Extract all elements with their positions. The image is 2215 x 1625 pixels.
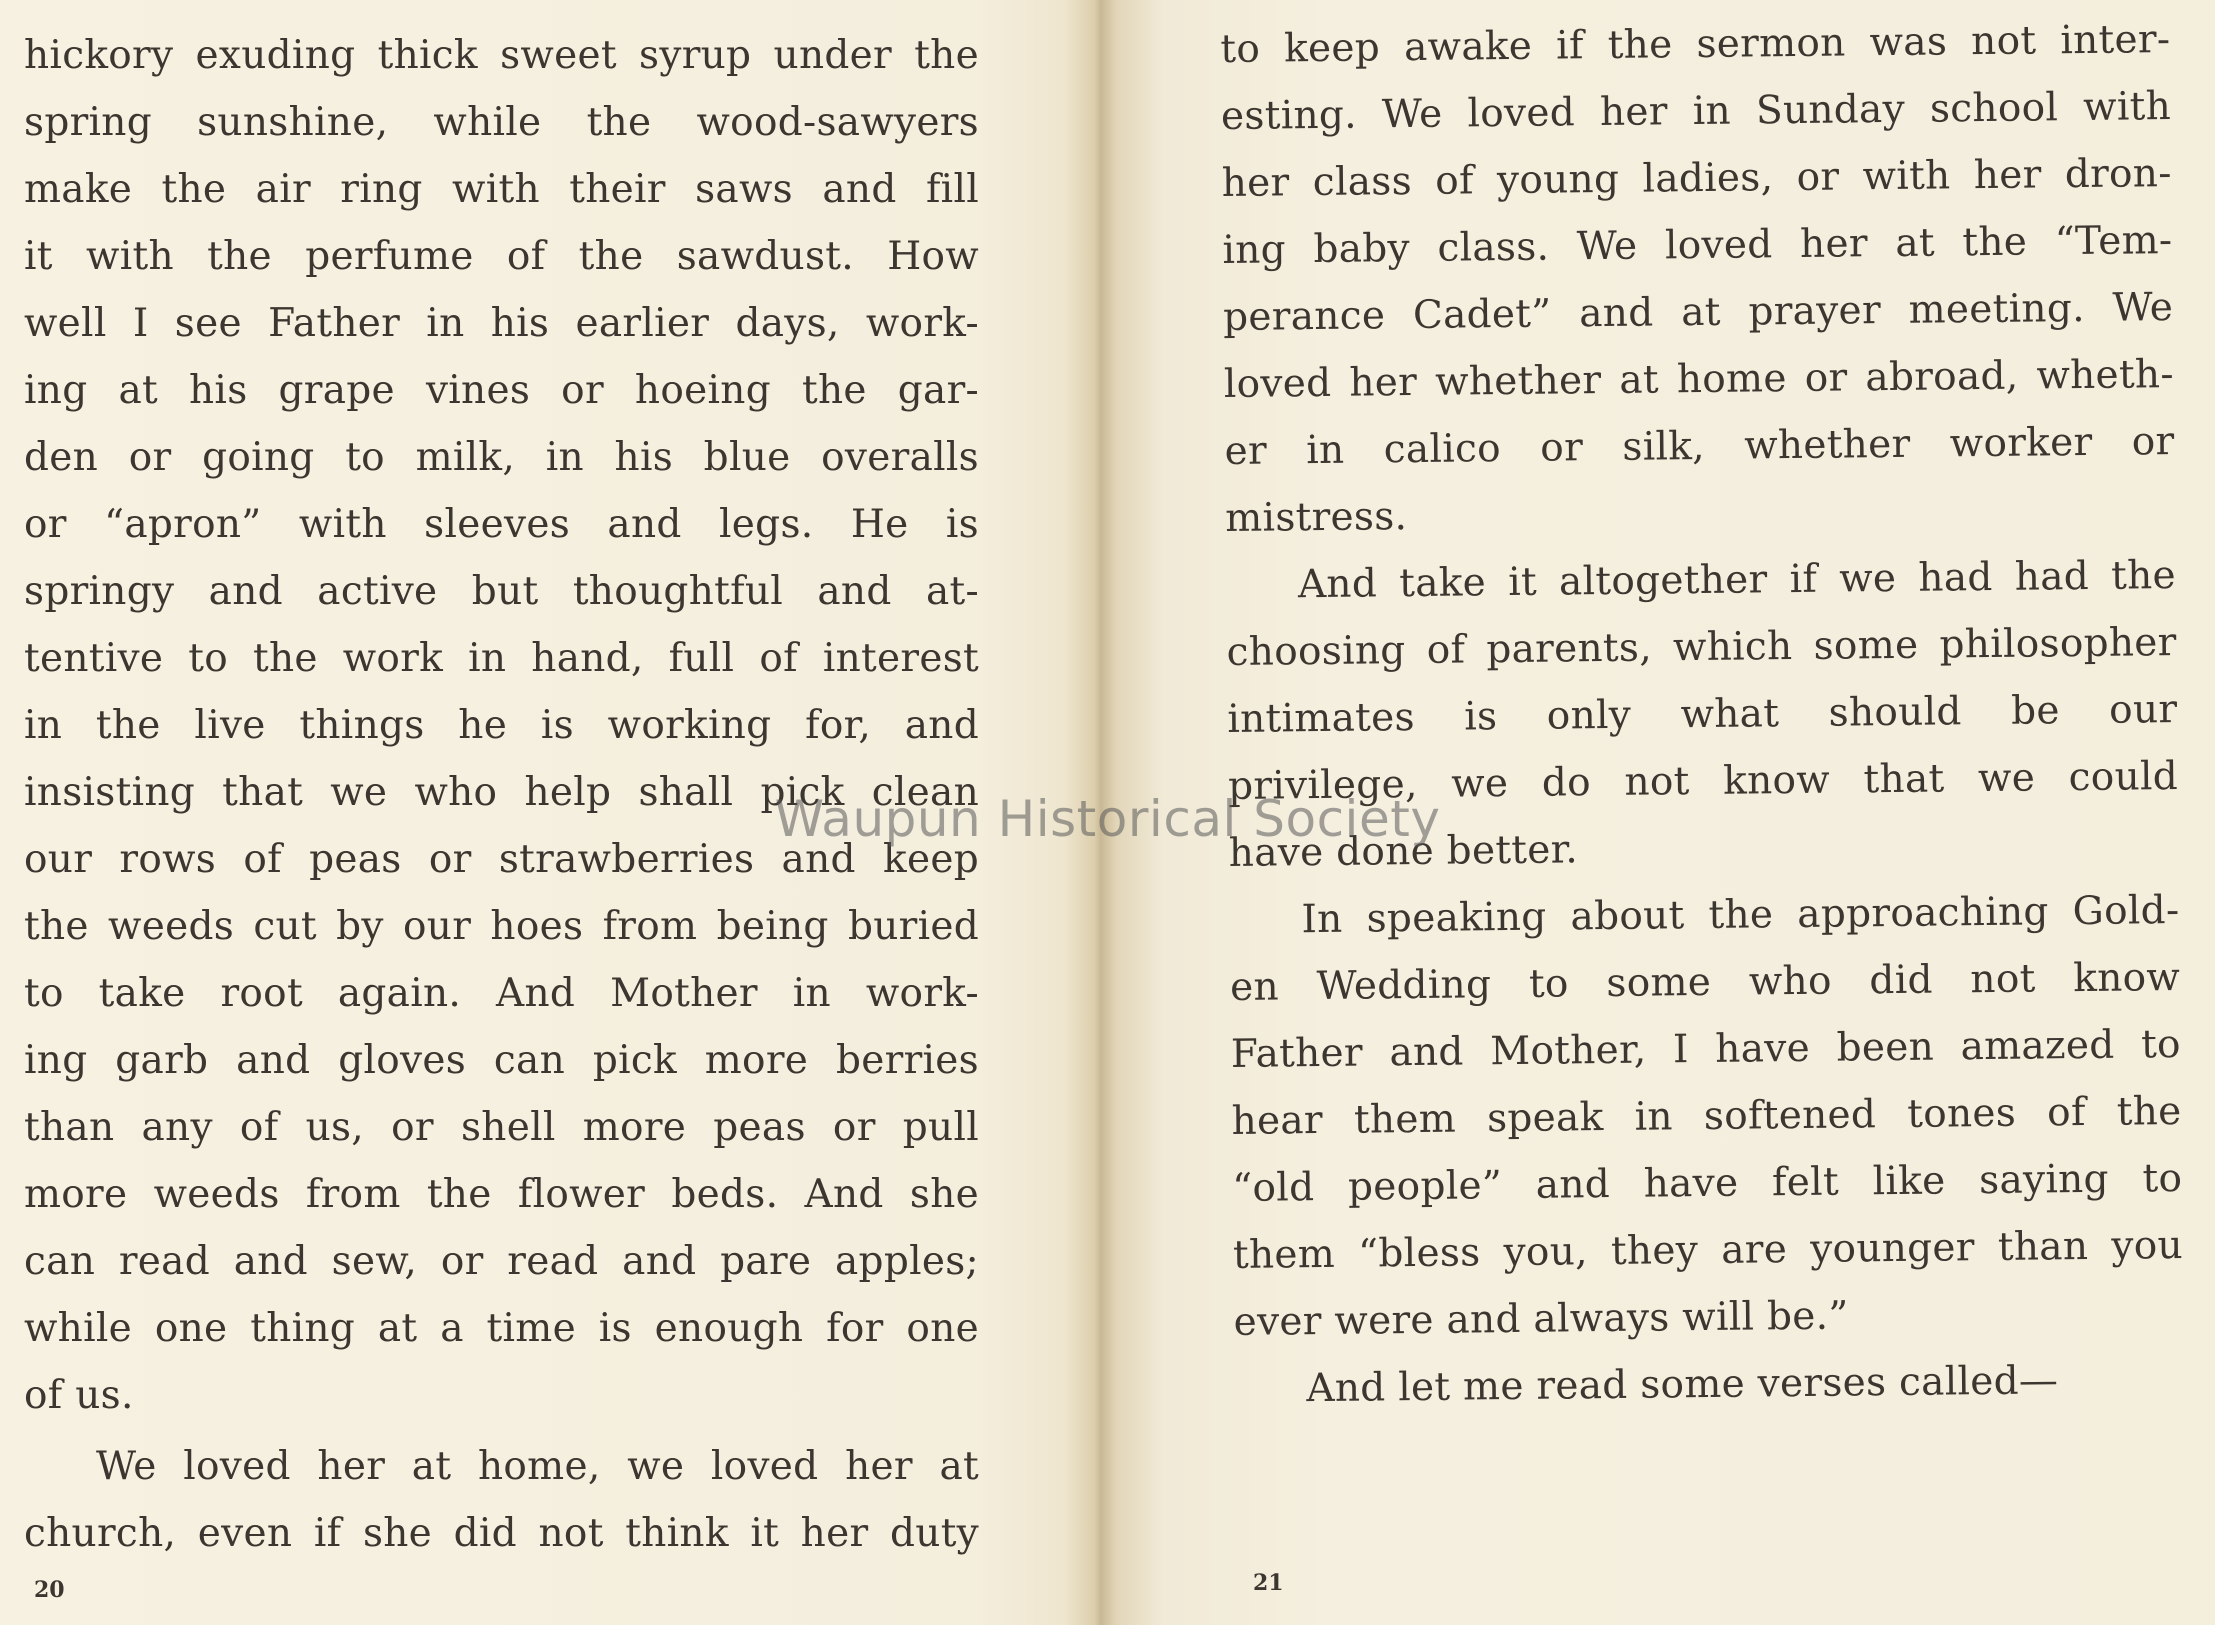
text-line: of us. <box>24 1373 134 1418</box>
text-line: to keep awake if the sermon was not inter- <box>1220 17 2171 72</box>
page-number: 21 <box>1253 1570 1284 1596</box>
text-line: mistress. <box>1225 494 1408 541</box>
text-line: ing at his grape vines or hoeing the gar- <box>24 368 979 413</box>
text-line: hickory exuding thick sweet syrup under the <box>24 33 979 78</box>
text-line: church, even if she did not think it her duty <box>24 1511 979 1556</box>
text-line: loved her whether at home or abroad, wheth- <box>1223 352 2175 407</box>
text-line: en Wedding to some who did not know <box>1229 954 2181 1010</box>
text-line: er in calico or silk, whether worker or <box>1224 419 2175 474</box>
paragraph-start-line: We loved her at home, we loved her at <box>96 1444 979 1489</box>
text-line: it with the perfume of the sawdust. How <box>24 234 979 279</box>
text-line: make the air ring with their saws and fill <box>24 167 979 212</box>
text-line: den or going to milk, in his blue overalls <box>24 435 979 480</box>
text-line: esting. We loved her in Sunday school with <box>1220 84 2172 139</box>
text-line: ever were and always will be.” <box>1233 1293 1849 1345</box>
text-line: the weeds cut by our hoes from being buried <box>24 904 979 949</box>
left-page <box>0 0 1095 1625</box>
text-line: ing baby class. We loved her at the “Tem- <box>1222 218 2173 273</box>
text-line: well I see Father in his earlier days, work- <box>24 301 979 346</box>
text-line: while one thing at a time is enough for one <box>24 1306 979 1351</box>
text-line: springy and active but thoughtful and at- <box>24 569 979 614</box>
right-page <box>1095 0 2215 1625</box>
text-line: tentive to the work in hand, full of interest <box>24 636 979 681</box>
text-line: spring sunshine, while the wood-sawyers <box>24 100 979 145</box>
paragraph-start-line: And let me read some verses called— <box>1306 1358 2059 1412</box>
text-line: hear them speak in softened tones of the <box>1231 1088 2182 1144</box>
text-line: or “apron” with sleeves and legs. He is <box>24 502 979 547</box>
text-line: Father and Mother, I have been amazed to <box>1230 1021 2182 1077</box>
text-line: ing garb and gloves can pick more berries <box>24 1038 979 1083</box>
watermark: Waupun Historical Society <box>774 790 1441 848</box>
text-line: our rows of peas or strawberries and keep <box>24 837 979 882</box>
text-line: intimates is only what should be our <box>1227 687 2178 742</box>
right-page-text <box>1220 6 2185 1423</box>
paragraph-start-line: And take it altogether if we had had the <box>1297 553 2177 608</box>
text-line: privilege, we do not know that we could <box>1227 754 2179 809</box>
text-line: to take root again. And Mother in work- <box>24 971 979 1016</box>
text-line: can read and sew, or read and pare apples; <box>24 1239 979 1284</box>
text-line: perance Cadet” and at prayer meeting. We <box>1222 285 2174 340</box>
text-line: than any of us, or shell more peas or pull <box>24 1105 979 1150</box>
left-page-text <box>24 22 979 1567</box>
paragraph-start-line: In speaking about the approaching Gold- <box>1301 888 2180 943</box>
page-number: 20 <box>34 1577 65 1603</box>
text-line: in the live things he is working for, and <box>24 703 979 748</box>
text-line: “old people” and have felt like saying to <box>1232 1155 2183 1211</box>
text-line: choosing of parents, which some philosopher <box>1226 620 2177 675</box>
text-line: them “bless you, they are younger than you <box>1232 1222 2184 1278</box>
text-line: have done better. <box>1228 827 1579 876</box>
text-line: insisting that we who help shall pick clean <box>24 770 979 815</box>
text-line: more weeds from the flower beds. And she <box>24 1172 979 1217</box>
text-line: her class of young ladies, or with her dron- <box>1221 151 2172 206</box>
